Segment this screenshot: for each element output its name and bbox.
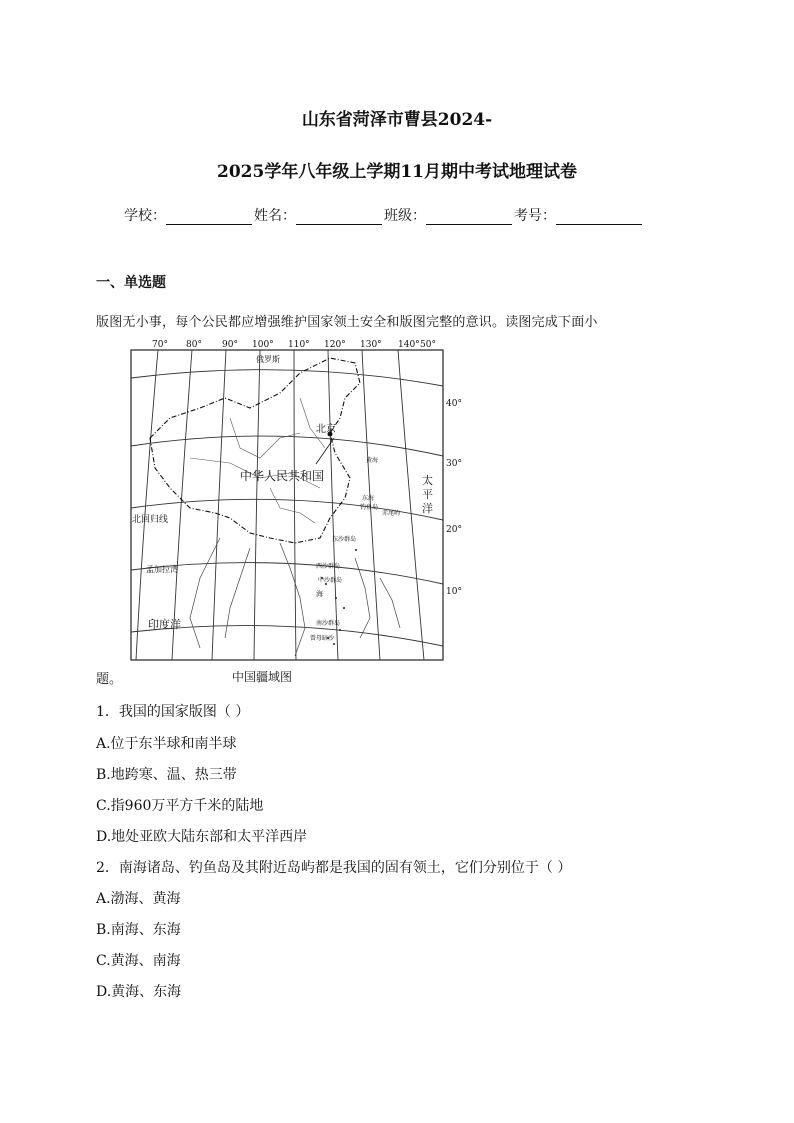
name-label: 姓名： bbox=[254, 208, 296, 224]
student-info-row bbox=[124, 205, 644, 225]
school-label: 学校： bbox=[124, 208, 166, 224]
label-sea: 海 bbox=[316, 590, 323, 598]
lon-label: 120° bbox=[324, 340, 346, 350]
longitude-labels bbox=[152, 340, 436, 350]
lon-label: 70° bbox=[152, 340, 168, 350]
label-tropic: 北回归线 bbox=[132, 515, 169, 525]
latitude-labels bbox=[446, 399, 462, 597]
lon-label: 130° bbox=[360, 340, 382, 350]
label-beijing: 北京 bbox=[316, 424, 336, 435]
label-dongsha: 东沙群岛 bbox=[332, 536, 357, 543]
china-territory-map bbox=[130, 338, 470, 668]
class-blank[interactable] bbox=[426, 210, 512, 225]
exam-title-line2: 2025学年八年级上学期11月期中考试地理试卷 bbox=[217, 162, 577, 182]
label-chiwei: 赤尾屿 bbox=[382, 510, 401, 517]
label-nansha: 南沙群岛 bbox=[316, 620, 341, 627]
label-indian-ocean: 印度洋 bbox=[148, 618, 181, 631]
label-pacific: 平 bbox=[422, 488, 433, 501]
label-east-sea: 东海 bbox=[362, 495, 375, 502]
lon-label: 110° bbox=[288, 340, 310, 350]
map-caption: 中国疆域图 bbox=[232, 670, 293, 684]
lon-label: 80° bbox=[186, 340, 202, 350]
question-1-stem: 1．我国的国家版图（ ） bbox=[96, 704, 250, 720]
label-china: 中华人民共和国 bbox=[240, 469, 325, 483]
number-blank[interactable] bbox=[556, 210, 642, 225]
label-xisha: 西沙群岛 bbox=[316, 563, 341, 570]
section-title: 一、单选题 bbox=[96, 275, 166, 291]
lat-label: 10° bbox=[446, 587, 462, 597]
lat-label: 30° bbox=[446, 459, 462, 469]
lon-label: 50° bbox=[420, 340, 436, 350]
number-label: 考号： bbox=[514, 208, 556, 224]
school-blank[interactable] bbox=[166, 210, 252, 225]
intro-text: 版图无小事，每个公民都应增强维护国家领土安全和版图完整的意识。读图完成下面小 bbox=[96, 315, 598, 330]
label-yellow-sea: 黄海 bbox=[366, 457, 379, 464]
question-2-option-a[interactable]: A.渤海、黄海 bbox=[96, 891, 181, 907]
label-pacific: 洋 bbox=[422, 502, 433, 515]
label-diaoyu: 钓鱼岛 bbox=[360, 504, 379, 511]
lat-label: 20° bbox=[446, 525, 462, 535]
question-1-option-d[interactable]: D.地处亚欧大陆东部和太平洋西岸 bbox=[96, 829, 308, 845]
label-russia: 俄罗斯 bbox=[256, 355, 280, 364]
question-2-stem: 2．南海诸岛、钓鱼岛及其附近岛屿都是我国的固有领土，它们分别位于（ ） bbox=[96, 860, 572, 876]
class-label: 班级： bbox=[384, 208, 426, 224]
question-2-option-b[interactable]: B.南海、东海 bbox=[96, 922, 181, 938]
question-1-option-b[interactable]: B.地跨寒、温、热三带 bbox=[96, 767, 237, 783]
question-1-option-a[interactable]: A.位于东半球和南半球 bbox=[96, 736, 237, 752]
label-zhongsha: 中沙群岛 bbox=[318, 577, 343, 584]
label-pacific: 太 bbox=[422, 474, 433, 487]
label-bengal: 孟加拉湾 bbox=[146, 565, 178, 574]
intro-text-end: 题。 bbox=[96, 672, 123, 687]
lon-label: 140° bbox=[398, 340, 420, 350]
lat-label: 40° bbox=[446, 399, 462, 409]
exam-title-line1: 山东省菏泽市曹县2024- bbox=[301, 110, 493, 130]
label-zengmu: 曾母暗沙 bbox=[310, 635, 335, 642]
name-blank[interactable] bbox=[296, 210, 382, 225]
lon-label: 100° bbox=[252, 340, 274, 350]
question-2-option-d[interactable]: D.黄海、东海 bbox=[96, 984, 182, 1000]
question-2-option-c[interactable]: C.黄海、南海 bbox=[96, 953, 181, 969]
question-1-option-c[interactable]: C.指960万平方千米的陆地 bbox=[96, 798, 264, 814]
lon-label: 90° bbox=[222, 340, 238, 350]
